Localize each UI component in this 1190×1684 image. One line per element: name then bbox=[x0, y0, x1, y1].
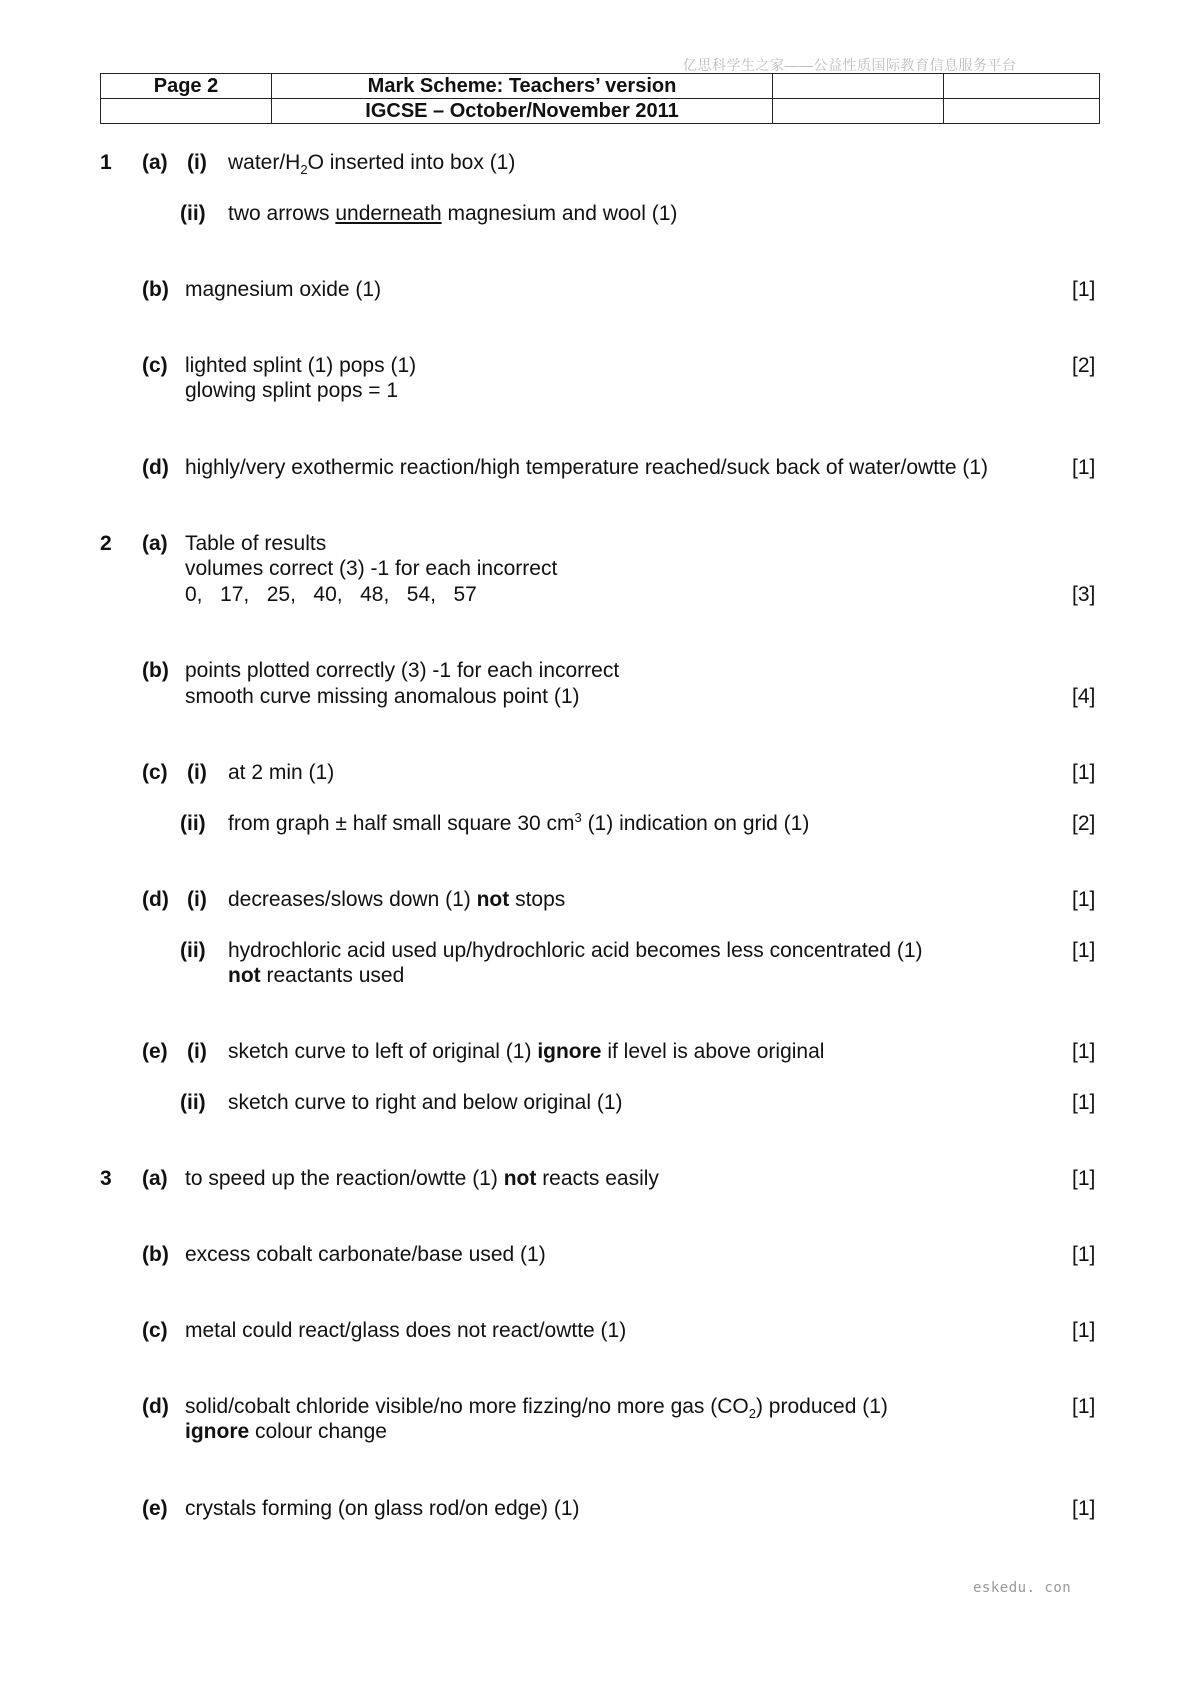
mark: [1] bbox=[1072, 939, 1096, 962]
question-number: 1 bbox=[100, 151, 112, 174]
answer-text: metal could react/glass does not react/owtte (1) bbox=[185, 1319, 627, 1342]
header-subtitle: IGCSE – October/November 2011 bbox=[272, 99, 773, 124]
question-number: 3 bbox=[100, 1167, 112, 1190]
subpart-label: (i) bbox=[187, 888, 207, 911]
subpart-label: (ii) bbox=[180, 202, 206, 225]
mark: [1] bbox=[1072, 1319, 1096, 1342]
answer-text: ignore colour change bbox=[185, 1420, 387, 1443]
answer-text: excess cobalt carbonate/base used (1) bbox=[185, 1243, 546, 1266]
mark: [1] bbox=[1072, 761, 1096, 784]
answer-text: smooth curve missing anomalous point (1) bbox=[185, 685, 580, 708]
answer-text: solid/cobalt chloride visible/no more fizzing/no more gas $(CO_2)$ produced (1) bbox=[185, 1395, 888, 1422]
subpart-label: (i) bbox=[187, 1040, 207, 1063]
mark: [1] bbox=[1072, 1395, 1096, 1418]
part-label: (d) bbox=[142, 1395, 169, 1418]
footer-text: eskedu. con bbox=[973, 1580, 1072, 1596]
answer-text: highly/very exothermic reaction/high temperature reached/suck back of water/owtte (1) bbox=[185, 456, 989, 479]
answer-text: volumes correct (3) -1 for each incorrect bbox=[185, 557, 558, 580]
answer-text: 0, 17, 25, 40, 48, 54, 57 bbox=[185, 583, 477, 606]
part-label: (c) bbox=[142, 1319, 168, 1342]
answer-text: lighted splint (1) pops (1) bbox=[185, 354, 417, 377]
answer-text: magnesium oxide (1) bbox=[185, 278, 382, 301]
answer-text: two arrows underneath magnesium and wool (1) bbox=[228, 202, 678, 225]
answer-text: decreases/slows down (1) not stops bbox=[228, 888, 566, 911]
part-label: (e) bbox=[142, 1497, 168, 1520]
answer-text: glowing splint pops = 1 bbox=[185, 379, 399, 402]
header-table bbox=[100, 73, 1100, 124]
mark: [1] bbox=[1072, 1243, 1096, 1266]
part-label: (c) bbox=[142, 761, 168, 784]
subpart-label: (i) bbox=[187, 151, 207, 174]
answer-text: Table of results bbox=[185, 532, 327, 555]
answer-text: from graph ± half small square 30 $cm^3$ (1) indication on grid (1) bbox=[228, 810, 810, 835]
part-label: (d) bbox=[142, 888, 169, 911]
part-label: (b) bbox=[142, 659, 169, 682]
mark: [1] bbox=[1072, 888, 1096, 911]
answer-text: at 2 min (1) bbox=[228, 761, 335, 784]
header-empty-cell bbox=[101, 99, 272, 124]
header-empty-cell bbox=[773, 99, 944, 124]
subpart-label: (ii) bbox=[180, 812, 206, 835]
part-label: (a) bbox=[142, 1167, 168, 1190]
subpart-label: (i) bbox=[187, 761, 207, 784]
mark: [1] bbox=[1072, 1040, 1096, 1063]
mark: [1] bbox=[1072, 278, 1096, 301]
part-label: (d) bbox=[142, 456, 169, 479]
mark: [1] bbox=[1072, 1091, 1096, 1114]
header-title: Mark Scheme: Teachers’ version bbox=[272, 74, 773, 99]
subpart-label: (ii) bbox=[180, 1091, 206, 1114]
mark: [2] bbox=[1072, 812, 1096, 835]
mark: [2] bbox=[1072, 354, 1096, 377]
mark: [1] bbox=[1072, 1497, 1096, 1520]
answer-text: points plotted correctly (3) -1 for each incorrect bbox=[185, 659, 620, 682]
part-label: (b) bbox=[142, 1243, 169, 1266]
header-page: Page 2 bbox=[101, 74, 272, 99]
answer-text: not reactants used bbox=[228, 964, 405, 987]
part-label: (a) bbox=[142, 532, 168, 555]
answer-text: hydrochloric acid used up/hydrochloric acid becomes less concentrated (1) bbox=[228, 939, 923, 962]
question-number: 2 bbox=[100, 532, 112, 555]
header-empty-cell bbox=[773, 74, 944, 99]
mark: [3] bbox=[1072, 583, 1096, 606]
answer-text: crystals forming (on glass rod/on edge) (1) bbox=[185, 1497, 580, 1520]
mark: [1] bbox=[1072, 1167, 1096, 1190]
mark: [4] bbox=[1072, 685, 1096, 708]
header-empty-cell bbox=[944, 99, 1100, 124]
answer-text: to speed up the reaction/owtte (1) not reacts easily bbox=[185, 1167, 659, 1190]
answer-text: sketch curve to left of original (1) ignore if level is above original bbox=[228, 1040, 825, 1063]
subpart-label: (ii) bbox=[180, 939, 206, 962]
part-label: (b) bbox=[142, 278, 169, 301]
watermark-text: 亿思科学生之家——公益性质国际教育信息服务平台 bbox=[683, 57, 1017, 73]
mark: [1] bbox=[1072, 456, 1096, 479]
part-label: (e) bbox=[142, 1040, 168, 1063]
header-empty-cell bbox=[944, 74, 1100, 99]
answer-text: sketch curve to right and below original (1) bbox=[228, 1091, 623, 1114]
part-label: (a) bbox=[142, 151, 168, 174]
answer-text: water/$H_2O$ inserted into box (1) bbox=[228, 151, 516, 178]
part-label: (c) bbox=[142, 354, 168, 377]
